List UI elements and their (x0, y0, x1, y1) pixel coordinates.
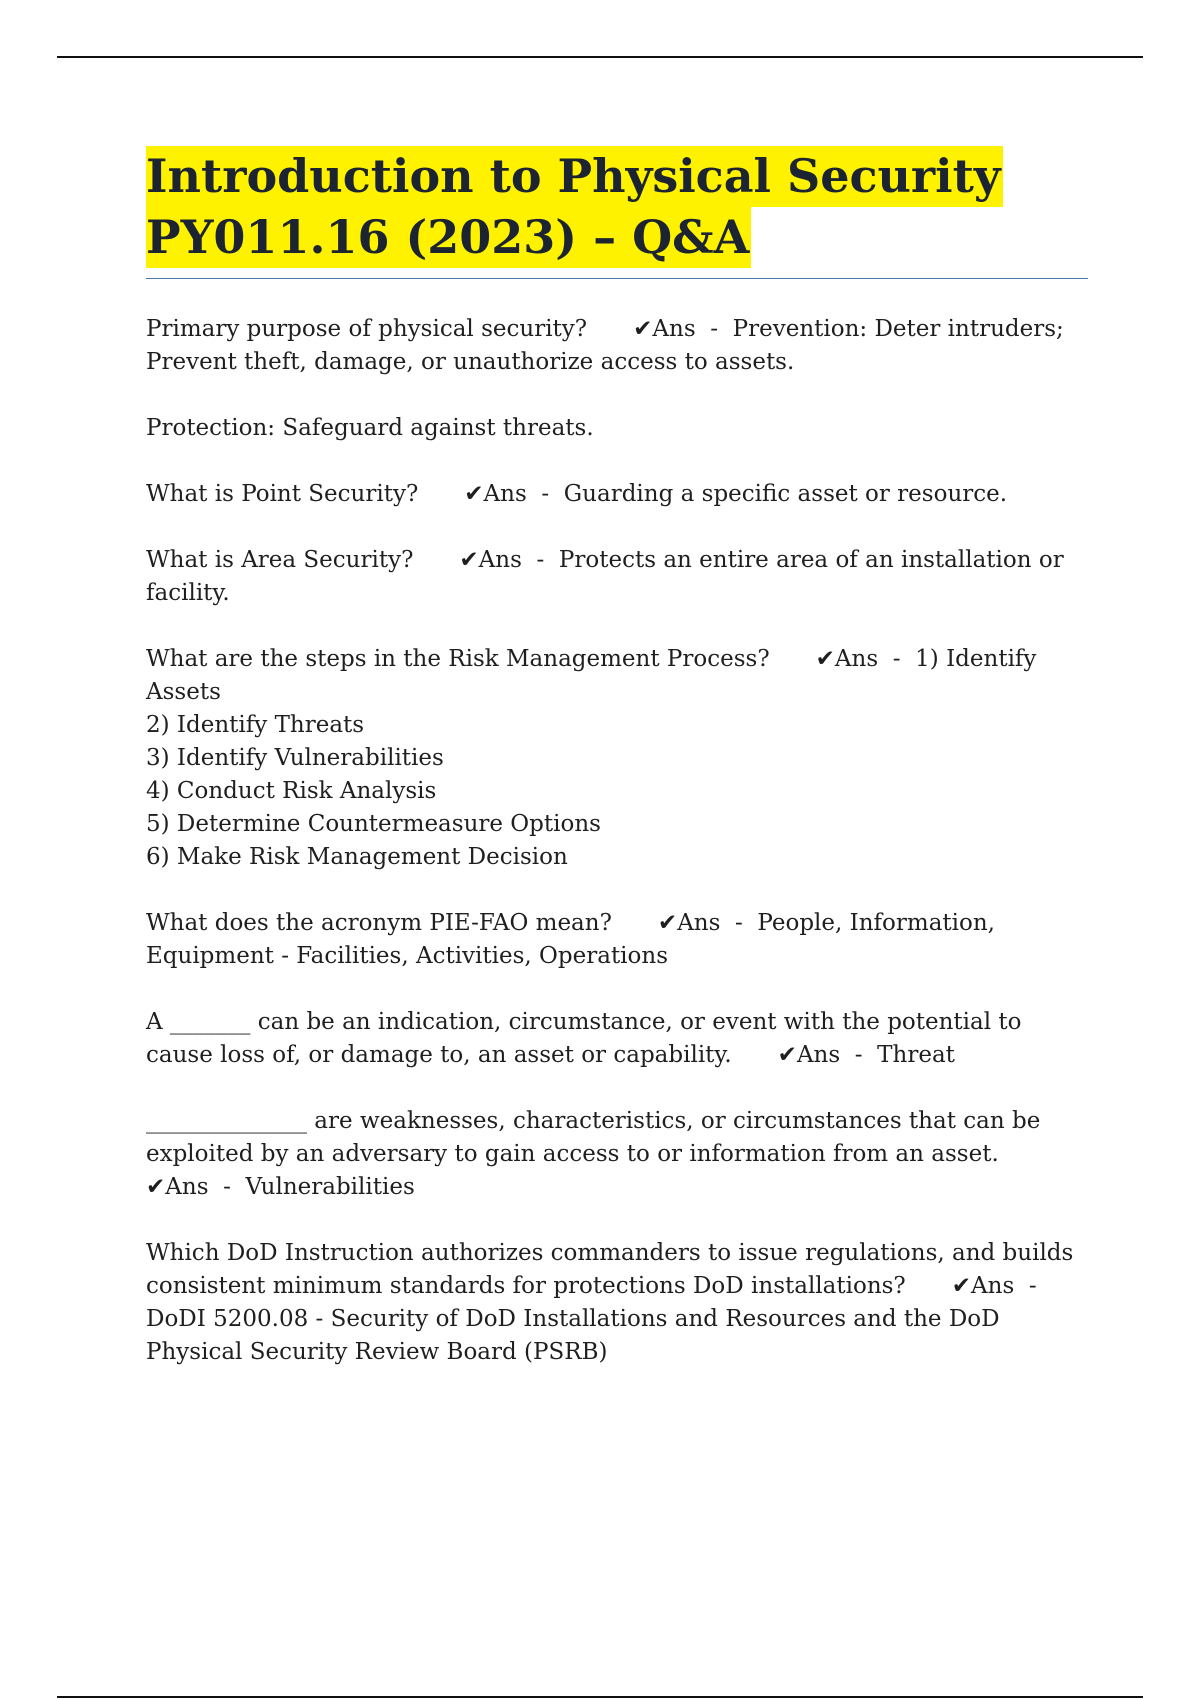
title-line-1: Introduction to Physical Security (146, 146, 1003, 207)
qa-paragraph-9: Which DoD Instruction authorizes commanders to issue regulations, and builds consistent minimum standards for protections DoD installations? ✔Ans - DoDI 5200.08 - Security of DoD Installations and Resources and the DoD Physical Security Review Board (PSRB) (146, 1240, 1081, 1365)
qa-paragraph-2: Protection: Safeguard against threats. (146, 415, 594, 441)
document-body (146, 146, 1090, 1402)
title-line-2: PY011.16 (2023) – Q&A (146, 207, 751, 268)
title-underline (146, 278, 1088, 279)
qa-list (146, 313, 1090, 1369)
qa-paragraph-8: ______________ are weaknesses, characteristics, or circumstances that can be exploited by an adversary to gain access to or information from an asset. ✔Ans - Vulnerabilities (146, 1108, 1048, 1200)
qa-paragraph-3: What is Point Security? ✔Ans - Guarding a specific asset or resource. (146, 481, 1008, 507)
page-top-rule (57, 56, 1143, 58)
qa-paragraph-1: Primary purpose of physical security? ✔Ans - Prevention: Deter intruders; Prevent theft, damage, or unauthorize access to assets. (146, 316, 1072, 375)
qa-paragraph-6: What does the acronym PIE-FAO mean? ✔Ans - People, Information, Equipment - Facilities, Activities, Operations (146, 910, 1003, 969)
qa-paragraph-4: What is Area Security? ✔Ans - Protects an entire area of an installation or facility. (146, 547, 1072, 606)
page-bottom-rule (57, 1696, 1143, 1698)
qa-paragraph-7: A _______ can be an indication, circumstance, or event with the potential to cause loss of, or damage to, an asset or capability. ✔Ans - Threat (146, 1009, 1029, 1068)
document-title (146, 146, 1090, 268)
qa-paragraph-5: What are the steps in the Risk Management Process? ✔Ans - 1) Identify Assets 2) Identify Threats 3) Identify Vulnerabilities 4) Conduct Risk Analysis 5) Determine Countermeasure Options 6) Make Risk Management Decision (146, 646, 1037, 870)
